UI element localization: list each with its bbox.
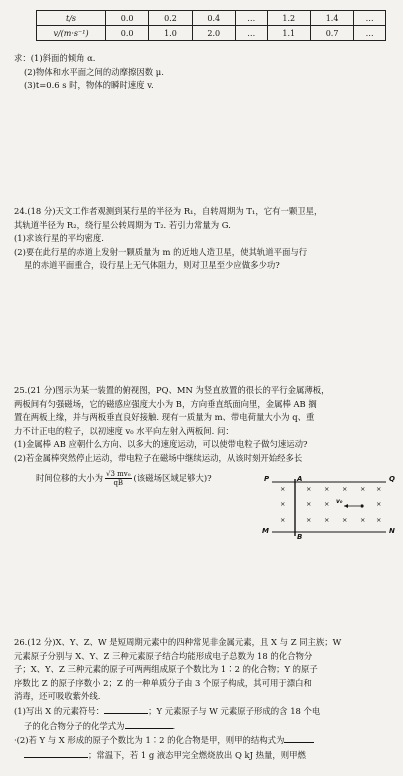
answer-blank[interactable] [104,704,148,714]
field-cross: × [342,516,348,524]
question-26-line: 元素原子分别与 X、Y、Z 三种元素原子结合均能形成电子总数为 18 的化合物分 [14,650,313,661]
field-cross: × [280,485,286,493]
table-cell: 0.0 [106,26,149,41]
table-cell: 2.0 [192,26,235,41]
question-26 [14,636,397,762]
field-cross: × [324,516,330,524]
field-cross: × [306,500,312,508]
question-25-line: (2)若金属棒突然停止运动，带电粒子在磁场中继续运动，从该时刻开始经多长 [14,452,303,463]
question-26-line: 序数比 Z 的原子序数小 2；Z 的一种单质分子由 3 个原子构成，其可用于漂白和 [14,677,312,688]
answer-blank[interactable] [24,748,88,758]
question-26-text: ；Y 元素原子与 W 元素原子形成的含 18 个电 [148,705,321,716]
question-24-line: 星的赤道平面重合，设行星上无气体阻力，则对卫星至少应做多少功? [24,260,280,271]
question-26-line [14,704,397,719]
label-b: B [297,533,303,541]
fraction-numerator: √3 mv₀ [106,469,131,478]
question-24-line: (2)要在此行星的赤道上发射一颗质量为 m 的近地人造卫星，使其轨道平面与行 [14,246,308,257]
question-23-part-3: (3)t=0.6 s 时，物体的瞬时速度 v. [24,80,154,91]
table-cell: 0.7 [310,26,353,41]
field-cross: × [342,485,348,493]
question-25-line: 力不计正电的粒子，以初速度 v₀ 水平向左射入两板间. 问： [14,425,234,436]
field-cross: × [280,500,286,508]
table-cell: … [235,26,267,41]
field-cross: × [306,485,312,493]
question-26-line [14,719,397,734]
table-cell: 0.4 [192,11,235,26]
table-cell: 0.2 [149,11,192,26]
question-26-line: 26.(12 分)X、Y、Z、W 是短周期元素中的四种常见非金属元素，且 X 与 Z 同主族；W [14,637,342,647]
question-26-line [14,748,397,763]
table-cell: 1.2 [267,11,310,26]
question-23-part-1: 求：(1)斜面的倾角 α. [14,53,96,63]
question-26-line: 子；X、Y、Z 三种元素的原子可两两组成原子个数比为 1∶2 的化合物；Y 的原子 [14,664,318,675]
question-26-line: 消毒，还可吸收紫外线. [14,691,101,702]
table-cell: 1.0 [149,26,192,41]
field-cross: × [324,485,330,493]
question-25-line: (1)金属棒 AB 应朝什么方向、以多大的速度运动，可以使带电粒子做匀速运动? [14,439,308,450]
table-header-velocity: v/(m·s⁻¹) [37,26,106,41]
question-26-text: ·(2)若 Y 与 X 形成的原子个数比为 1∶2 的化合物是甲，则甲的结构式为 [14,735,285,746]
question-26-text: . [172,720,176,731]
question-25-line: 置在两板上缘，并与两板垂直良好接触. 现有一质量为 m、带电荷量大小为 q、重 [14,412,315,423]
question-23-parts [14,52,397,93]
field-cross: × [360,485,366,493]
field-cross: × [280,516,286,524]
field-cross: × [376,500,382,508]
field-cross: × [306,516,312,524]
field-cross: × [376,516,382,524]
table-header-time: t/s [37,11,106,26]
displacement-fraction [105,470,132,487]
label-v0: v₀ [336,498,343,505]
table-cell: … [235,11,267,26]
table-cell: … [354,26,386,41]
label-a: A [297,475,303,483]
question-25 [14,384,397,487]
field-cross: × [376,485,382,493]
fraction-denominator: qB [113,478,124,487]
label-m: M [262,527,269,535]
question-26-text: (1)写出 X 的元素符号： [14,705,105,716]
field-cross: × [324,500,330,508]
table-cell: 0.0 [106,11,149,26]
question-25-line: 25.(21 分)图示为某一装置的俯视图，PQ、MN 为竖直放置的很长的平行金属薄板， [14,385,330,395]
question-26-text: ；常温下，若 1 g 液态甲完全燃烧放出 Q kJ 热量，则甲燃 [88,749,306,760]
magnetic-field-figure [262,476,402,542]
question-25-text: (该磁场区域足够大)? [133,472,212,483]
answer-blank[interactable] [125,719,173,729]
table-cell: 1.4 [310,11,353,26]
question-26-line [14,733,397,748]
table-cell: 1.1 [267,26,310,41]
answer-blank[interactable] [284,733,314,743]
label-n: N [389,527,395,535]
label-q: Q [389,475,395,483]
table-row-time [37,11,386,26]
question-24 [14,205,397,273]
label-p: P [264,475,270,483]
table-row-velocity [37,26,386,41]
velocity-time-table [36,10,386,41]
question-23-part-2: (2)物体和水平面之间的动摩擦因数 μ. [24,66,164,77]
table-cell: … [354,11,386,26]
question-25-line: 两板间有匀强磁场，它的磁感应强度大小为 B，方向垂直纸面向里，金属棒 AB 搁 [14,398,317,409]
question-26-text: 子的化合物分子的化学式为 [24,720,125,731]
question-24-line: 其轨道半径为 R₂，绕行星公转周期为 T₂. 若引力常量为 G. [14,219,231,230]
question-24-line: 24.(18 分)天文工作者观测到某行星的半径为 R₁，自转周期为 T₁，它有一颗卫星， [14,206,323,216]
question-25-text: 时间位移的大小为 [36,472,103,483]
field-cross: × [360,516,366,524]
question-24-line: (1)求该行星的平均密度. [14,233,104,244]
